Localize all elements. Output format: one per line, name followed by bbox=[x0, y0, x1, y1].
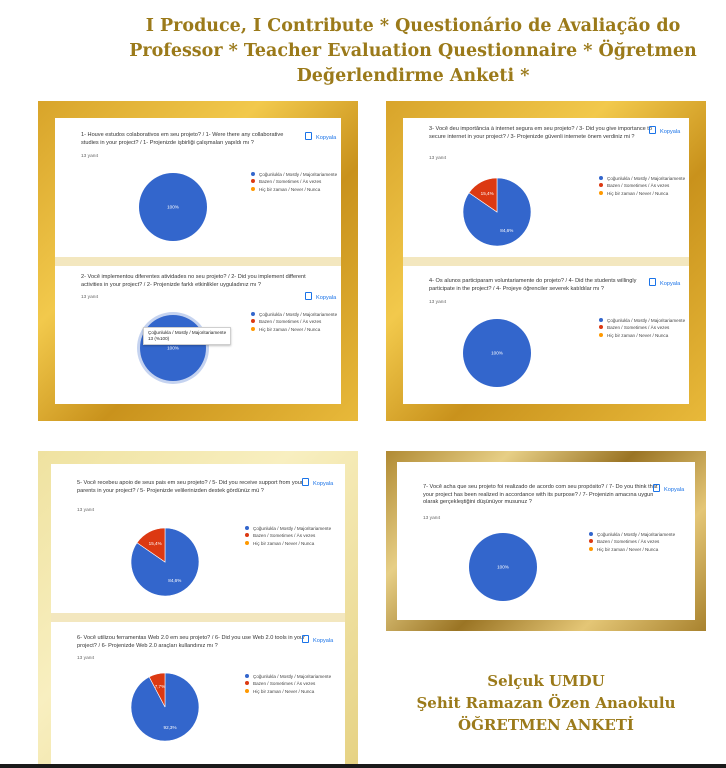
legend-label: Bazen / Sometimes / Às vezes bbox=[607, 183, 670, 189]
legend-label: Bazen / Sometimes / Às vezes bbox=[607, 325, 670, 331]
legend-swatch bbox=[245, 541, 249, 545]
legend-swatch bbox=[599, 325, 603, 329]
legend-item bbox=[599, 325, 685, 332]
legend-label: Bazen / Sometimes / Às vezes bbox=[597, 539, 660, 545]
copy-icon bbox=[302, 478, 309, 486]
author-name: Selçuk UMDU bbox=[487, 672, 605, 690]
bottom-border bbox=[0, 764, 726, 768]
footer bbox=[389, 670, 703, 736]
legend-label: Hiç bir zaman / Never / Nunca bbox=[607, 190, 669, 196]
legend-item bbox=[245, 689, 331, 696]
response-count: 13 yanıt bbox=[81, 295, 99, 300]
survey-card bbox=[403, 118, 689, 258]
copy-button[interactable] bbox=[649, 278, 680, 287]
legend-swatch bbox=[599, 318, 603, 322]
question-text: 3- Você deu importância à internet segura em seu projeto? / 3- Did you give importance to secure internet in your project? / 3- Projenizde güvenli internete önem verdiniz mi ? bbox=[429, 126, 652, 140]
copy-icon bbox=[305, 132, 312, 140]
copy-button[interactable] bbox=[302, 635, 333, 644]
legend-label: Çoğunlukla / Mostly / Majoritariamente bbox=[253, 526, 332, 531]
copy-label: Kopyala bbox=[660, 281, 681, 287]
legend-item bbox=[245, 541, 331, 548]
question-text: 2- Você implementou diferentes atividades no seu projeto? / 2- Did you implement different activities in your project? / 2- Projenizde farklı etkinlikler uyguladınız mı ? bbox=[81, 274, 306, 288]
separator bbox=[403, 257, 689, 266]
question-text: 4- Os alunos participaram voluntariamente do projeto? / 4- Did the students willingly participate in the project? / 4- Projeye öğrenciler severek katıldılar mı ? bbox=[429, 278, 637, 292]
survey-card bbox=[55, 118, 341, 258]
legend-label: Hiç bir zaman / Never / Nunca bbox=[259, 186, 321, 192]
survey-title: ÖĞRETMEN ANKETİ bbox=[458, 716, 634, 734]
frame-top-left bbox=[38, 101, 358, 421]
legend-swatch bbox=[251, 172, 255, 176]
legend-item bbox=[599, 183, 685, 190]
slice-label: 100% bbox=[167, 204, 179, 210]
chart-legend bbox=[251, 172, 337, 194]
pie-chart bbox=[51, 622, 209, 751]
legend-label: Çoğunlukla / Mostly / Majoritariamente bbox=[597, 532, 676, 537]
survey-card bbox=[51, 622, 345, 765]
page-title: I Produce, I Contribute * Questionário de Avaliação do Professor * Teacher Evaluation Questionnaire * Öğretmen Değerlendirme Anketi * bbox=[129, 16, 697, 86]
chart-legend bbox=[589, 532, 675, 554]
response-count: 13 yanıt bbox=[77, 656, 95, 661]
chart-legend bbox=[245, 674, 331, 696]
legend-label: Hiç bir zaman / Never / Nunca bbox=[259, 326, 321, 332]
legend-swatch bbox=[589, 547, 593, 551]
legend-swatch bbox=[245, 681, 249, 685]
legend-label: Hiç bir zaman / Never / Nunca bbox=[253, 540, 315, 546]
legend-item bbox=[251, 179, 337, 186]
legend-item bbox=[245, 681, 331, 688]
copy-label: Kopyala bbox=[664, 487, 685, 493]
legend-swatch bbox=[251, 179, 255, 183]
legend-swatch bbox=[245, 526, 249, 530]
tooltip-category: Çoğunlukla / Mostly / Majoritariamente bbox=[148, 330, 227, 335]
copy-button[interactable] bbox=[305, 132, 336, 141]
legend-swatch bbox=[251, 319, 255, 323]
legend-label: Çoğunlukla / Mostly / Majoritariamente bbox=[259, 312, 338, 317]
copy-button[interactable] bbox=[653, 484, 684, 493]
copy-button[interactable] bbox=[649, 126, 680, 135]
legend-swatch bbox=[599, 333, 603, 337]
slice-label: 92,3% bbox=[163, 724, 177, 730]
response-count: 13 yanıt bbox=[423, 516, 441, 521]
copy-button[interactable] bbox=[302, 478, 333, 487]
chart-tooltip bbox=[143, 327, 231, 345]
frame-top-right bbox=[386, 101, 706, 421]
pie-chart bbox=[403, 266, 541, 397]
legend-item bbox=[251, 187, 337, 194]
legend-swatch bbox=[245, 689, 249, 693]
legend-label: Bazen / Sometimes / Às vezes bbox=[259, 179, 322, 185]
legend-label: Hiç bir zaman / Never / Nunca bbox=[607, 332, 669, 338]
legend-item bbox=[251, 327, 337, 334]
legend-swatch bbox=[599, 176, 603, 180]
school-name: Şehit Ramazan Özen Anaokulu bbox=[416, 694, 676, 712]
legend-label: Bazen / Sometimes / Às vezes bbox=[253, 533, 316, 539]
chart-legend bbox=[251, 312, 337, 334]
slice-label: 100% bbox=[167, 345, 179, 351]
pie-chart bbox=[55, 118, 217, 251]
legend-item bbox=[251, 319, 337, 326]
separator bbox=[55, 257, 341, 266]
copy-label: Kopyala bbox=[313, 481, 334, 487]
copy-icon bbox=[653, 484, 660, 492]
chart-legend bbox=[245, 526, 331, 548]
copy-label: Kopyala bbox=[660, 129, 681, 135]
frame-bottom-right bbox=[386, 451, 706, 631]
legend-swatch bbox=[589, 539, 593, 543]
copy-label: Kopyala bbox=[313, 638, 334, 644]
legend-label: Çoğunlukla / Mostly / Majoritariamente bbox=[259, 172, 338, 177]
copy-icon bbox=[302, 635, 309, 643]
slice-label: 100% bbox=[491, 350, 503, 356]
slice-label: 84,6% bbox=[168, 578, 182, 584]
response-count: 13 yanıt bbox=[429, 300, 447, 305]
legend-swatch bbox=[245, 674, 249, 678]
chart-legend bbox=[599, 176, 685, 198]
response-count: 13 yanıt bbox=[429, 156, 447, 161]
copy-icon bbox=[649, 126, 656, 134]
question-text: 6- Você utilizou ferramentas Web 2.0 em seu projeto? / 6- Did you use Web 2.0 tools in your project? / 6- Projenizde Web 2.0 araçları kullandınız mı ? bbox=[77, 635, 306, 649]
legend-swatch bbox=[251, 312, 255, 316]
slice-label: 15,4% bbox=[480, 190, 494, 196]
separator bbox=[51, 613, 345, 622]
legend-label: Bazen / Sometimes / Às vezes bbox=[259, 319, 322, 325]
survey-card bbox=[51, 464, 345, 614]
legend-item bbox=[589, 547, 675, 554]
legend-swatch bbox=[251, 187, 255, 191]
copy-icon bbox=[649, 278, 656, 286]
legend-item bbox=[599, 333, 685, 340]
slice-label: 15,4% bbox=[148, 540, 162, 546]
copy-button[interactable] bbox=[305, 292, 336, 301]
copy-label: Kopyala bbox=[316, 295, 337, 301]
question-text: 7- Você acha que seu projeto foi realizado de acordo com seu propósito? / 7- Do you think that your project has been realized in accordance with its purpose? / 7- Projenizin amacına uygun olarak gerçekleştiğini düşünüyor musunuz ? bbox=[423, 484, 658, 506]
legend-swatch bbox=[599, 191, 603, 195]
survey-card bbox=[397, 462, 695, 620]
survey-card bbox=[55, 266, 341, 404]
legend-swatch bbox=[589, 532, 593, 536]
frame-bottom-left bbox=[38, 451, 358, 765]
pie-chart bbox=[403, 118, 541, 256]
legend-swatch bbox=[245, 533, 249, 537]
legend-item bbox=[245, 533, 331, 540]
legend-label: Hiç bir zaman / Never / Nunca bbox=[253, 688, 315, 694]
survey-card bbox=[403, 266, 689, 404]
response-count: 13 yanıt bbox=[81, 154, 99, 159]
legend-item bbox=[589, 539, 675, 546]
slice-label: 84,6% bbox=[500, 228, 514, 234]
legend-label: Bazen / Sometimes / Às vezes bbox=[253, 681, 316, 687]
legend-swatch bbox=[251, 327, 255, 331]
response-count: 13 yanıt bbox=[77, 508, 95, 513]
legend-label: Hiç bir zaman / Never / Nunca bbox=[597, 546, 659, 552]
legend-label: Çoğunlukla / Mostly / Majoritariamente bbox=[253, 674, 332, 679]
question-text: 1- Houve estudos colaborativos em seu projeto? / 1- Were there any collaborative studies in your project? / 1- Projenizde işbirliği çalışmaları yapıldı mı ? bbox=[81, 132, 284, 146]
legend-item bbox=[599, 191, 685, 198]
slice-label: 100% bbox=[497, 564, 509, 570]
legend-label: Çoğunlukla / Mostly / Majoritariamente bbox=[607, 318, 686, 323]
legend-swatch bbox=[599, 183, 603, 187]
copy-label: Kopyala bbox=[316, 135, 337, 141]
chart-legend bbox=[599, 318, 685, 340]
slice-label: 7,7% bbox=[154, 684, 166, 690]
tooltip-value: 13 (%100) bbox=[148, 336, 170, 341]
pie-chart bbox=[397, 462, 547, 611]
legend-label: Çoğunlukla / Mostly / Majoritariamente bbox=[607, 176, 686, 181]
copy-icon bbox=[305, 292, 312, 300]
question-text: 5- Você recebeu apoio de seus pais em seu projeto? / 5- Did you receive support from your parents in your project? / 5- Projenizde velilerinizden destek gördünüz mü ? bbox=[77, 480, 303, 494]
pie-chart bbox=[51, 464, 209, 606]
